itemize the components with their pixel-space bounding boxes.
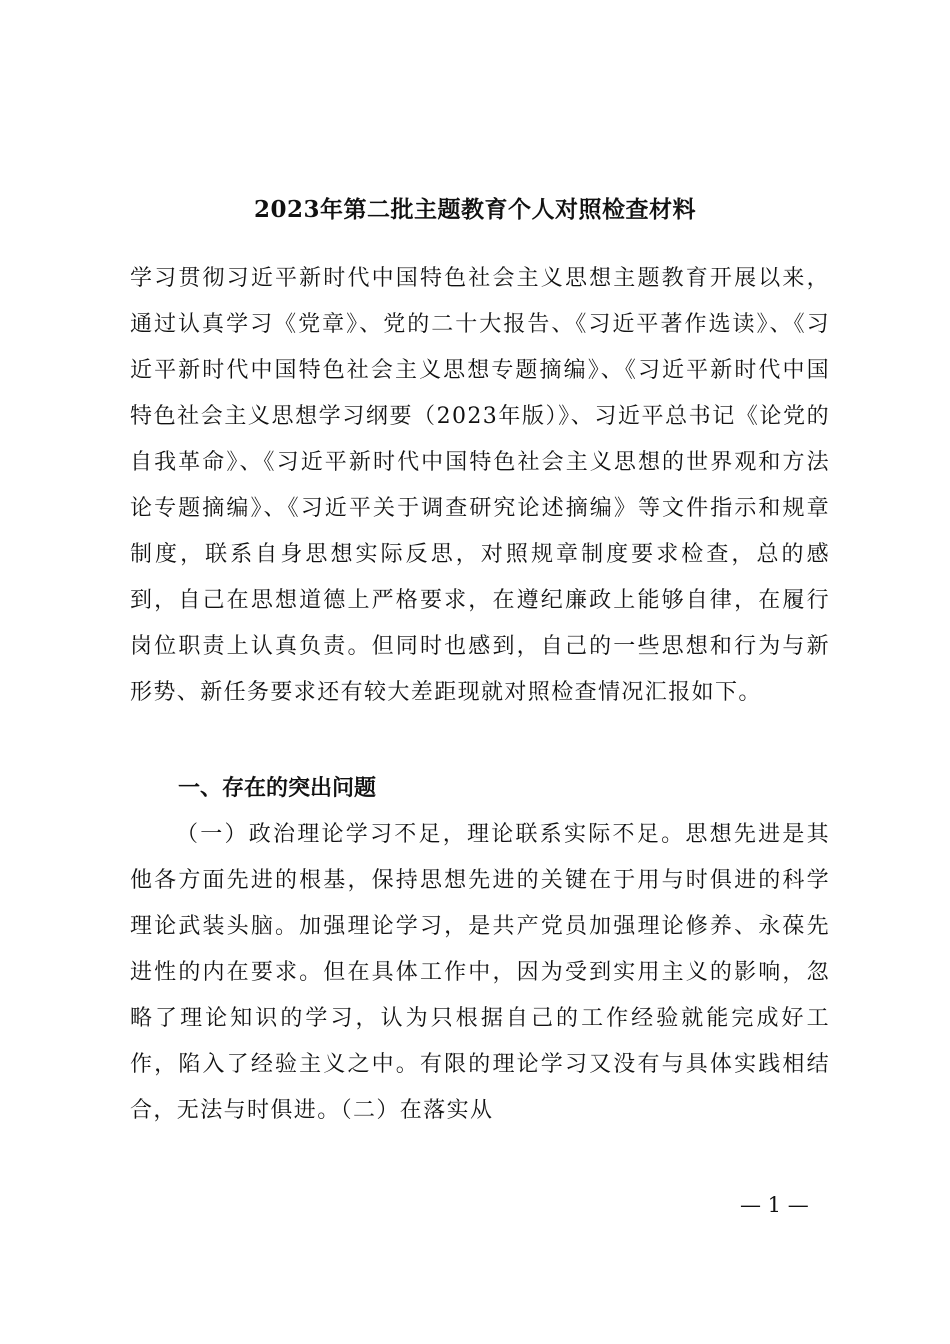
- section-heading: 一、存在的突出问题: [178, 776, 377, 801]
- document-title: 2023年第二批主题教育个人对照检查材料: [253, 196, 696, 223]
- intro-paragraph: 学习贯彻习近平新时代中国特色社会主义思想主题教育开展以来，通过认真学习《党章》、党的二十大报告、《习近平著作选读》、《习近平新时代中国特色社会主义思想专题摘编》、《习近平新时代中国特色社会主义思想学习纲要（2023年版）》、习近平总书记《论党的自我革命》、《习近平新时代中国特色社会主义思想的世界观和方法论专题摘编》、《习近平关于调查研究论述摘编》等文件指示和规章制度，联系自身思想实际反思，对照规章制度要求检查，总的感到，自己在思想道德上严格要求，在遵纪廉政上能够自律，在履行岗位职责上认真负责。但同时也感到，自己的一些思想和行为与新形势、新任务要求还有较大差距现就对照检查情况汇报如下。: [130, 266, 830, 705]
- section-paragraph: （一）政治理论学习不足，理论联系实际不足。思想先进是其他各方面先进的根基，保持思想先进的关键在于用与时俱进的科学理论武装头脑。加强理论学习，是共产党员加强理论修养、永葆先进性的内在要求。但在具体工作中，因为受到实用主义的影响，忽略了理论知识的学习，认为只根据自己的工作经验就能完成好工作，陷入了经验主义之中。有限的理论学习又没有与具体实践相结合，无法与时俱进。（二）在落实从: [130, 822, 830, 1123]
- page-number: — 1 —: [740, 1193, 809, 1217]
